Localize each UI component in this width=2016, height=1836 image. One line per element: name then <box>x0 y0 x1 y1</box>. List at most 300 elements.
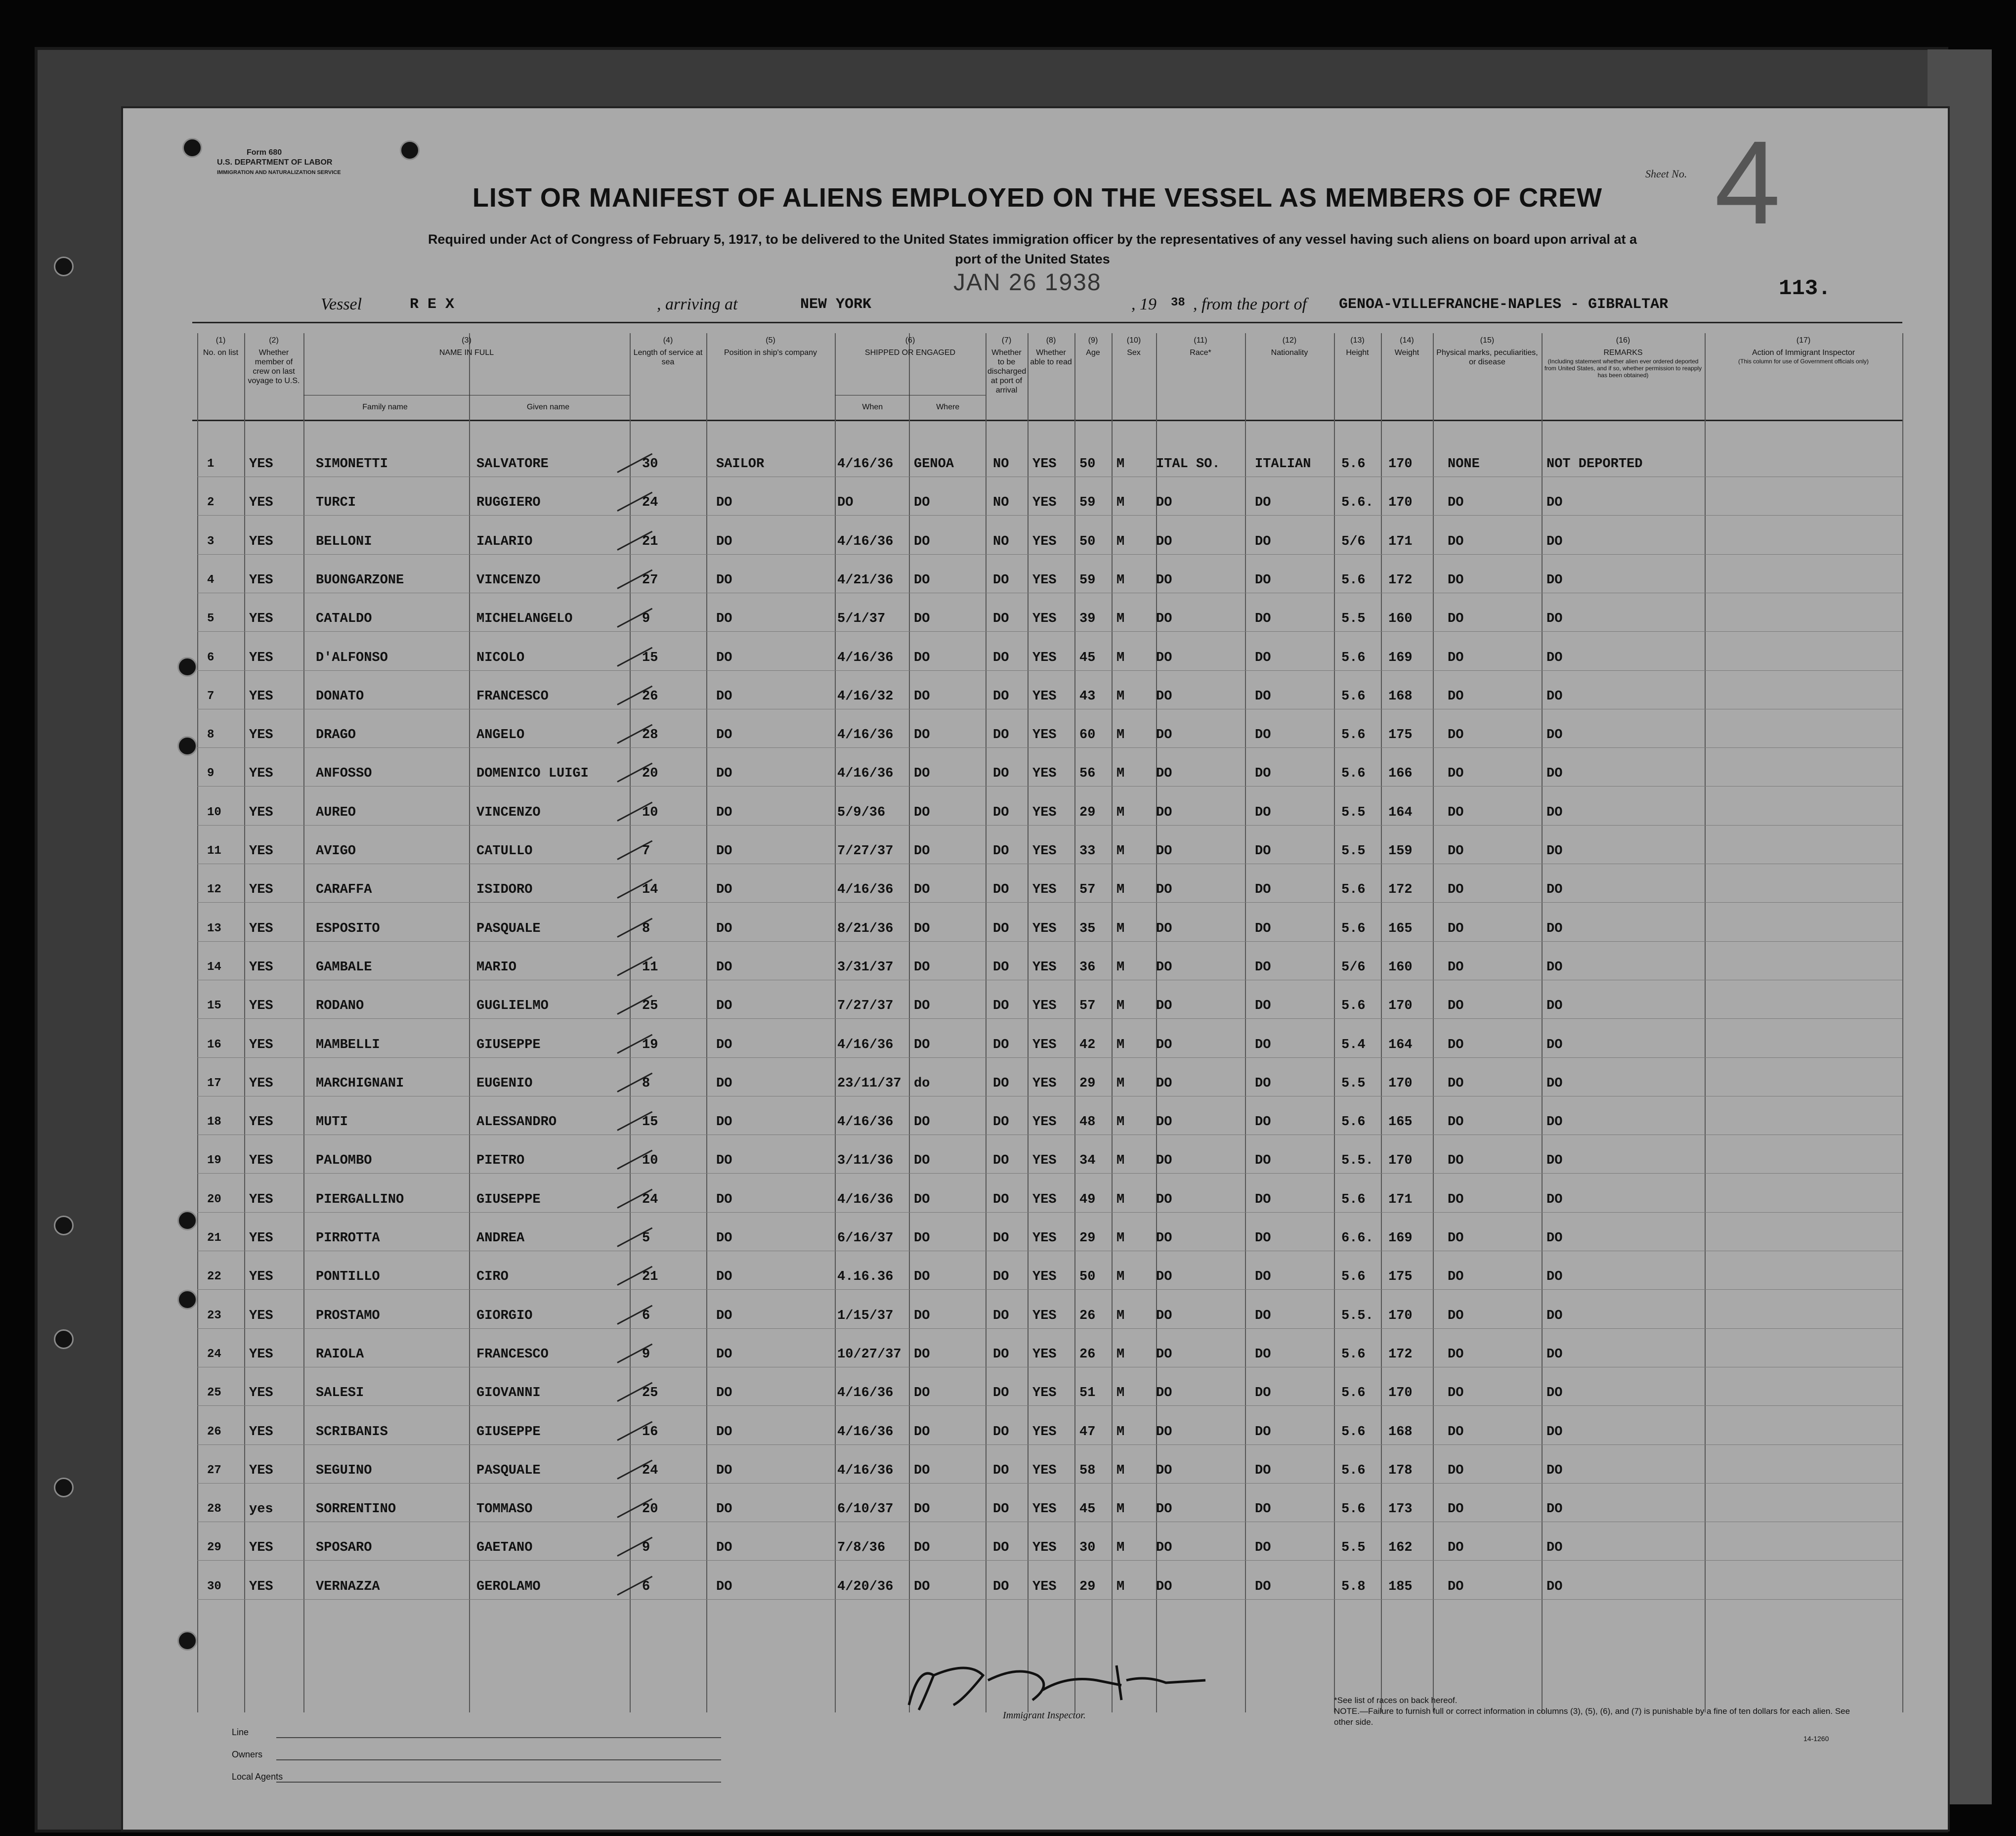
column-rule <box>303 333 304 1712</box>
owners-label: Owners <box>232 1749 263 1759</box>
remarks: DO <box>1546 1037 1563 1052</box>
sex: M <box>1116 1037 1125 1052</box>
position: DO <box>716 844 732 859</box>
shipped-where: DO <box>914 728 930 743</box>
age: 26 <box>1079 1347 1096 1362</box>
weight: 171 <box>1388 1192 1413 1207</box>
shipped-when: 3/31/37 <box>837 960 894 975</box>
age: 50 <box>1079 534 1096 549</box>
age: 26 <box>1079 1308 1096 1323</box>
table-row-rule <box>197 1599 1902 1600</box>
sex: M <box>1116 1192 1125 1207</box>
punch-hole <box>177 736 197 756</box>
shipped-when: 4/16/36 <box>837 1192 894 1207</box>
height: 5.6. <box>1341 495 1373 511</box>
service-name: IMMIGRATION AND NATURALIZATION SERVICE <box>217 170 341 175</box>
race: DO <box>1156 1308 1172 1323</box>
remarks: DO <box>1546 882 1563 898</box>
weight: 164 <box>1388 1037 1413 1052</box>
sex: M <box>1116 1540 1125 1556</box>
service-length: 15 <box>642 1115 658 1130</box>
position: DO <box>716 1386 732 1401</box>
nationality: DO <box>1255 612 1271 627</box>
row-number: 15 <box>207 999 221 1013</box>
race: DO <box>1156 1347 1172 1362</box>
given-name: GIUSEPPE <box>476 1424 541 1440</box>
nationality: DO <box>1255 1231 1271 1246</box>
service-length: 7 <box>642 844 650 859</box>
last-voyage: YES <box>249 612 273 627</box>
table-row-rule <box>197 1328 1902 1329</box>
given-name: GIOVANNI <box>476 1386 541 1401</box>
last-voyage: YES <box>249 495 273 511</box>
row-number: 24 <box>207 1347 221 1361</box>
local-agents-label: Local Agents <box>232 1772 283 1782</box>
physical-marks: DO <box>1448 1579 1464 1594</box>
height: 5.6 <box>1341 882 1366 898</box>
family-name: AVIGO <box>316 844 356 859</box>
race: DO <box>1156 1424 1172 1440</box>
position: DO <box>716 1231 732 1246</box>
remarks: NOT DEPORTED <box>1546 457 1643 472</box>
port-label: , from the port of <box>1193 295 1307 313</box>
remarks: DO <box>1546 495 1563 511</box>
discharged: DO <box>993 1463 1009 1478</box>
given-name: CIRO <box>476 1269 509 1285</box>
race: DO <box>1156 766 1172 782</box>
position: DO <box>716 1153 732 1169</box>
sex: M <box>1116 1269 1125 1285</box>
last-voyage: yes <box>249 1502 273 1517</box>
remarks: DO <box>1546 612 1563 627</box>
row-number: 9 <box>207 767 214 781</box>
shipped-where: DO <box>914 534 930 549</box>
nationality: DO <box>1255 1579 1271 1594</box>
height: 5.5 <box>1341 844 1366 859</box>
remarks: DO <box>1546 1424 1563 1440</box>
column-header-note: (This column for use of Government officials only) <box>1738 358 1869 365</box>
weight: 169 <box>1388 650 1413 665</box>
given-name: IALARIO <box>476 534 533 549</box>
shipped-where: DO <box>914 689 930 704</box>
column-header: Whether to be discharged at port of arrival <box>987 349 1027 394</box>
remarks: DO <box>1546 1115 1563 1130</box>
family-name: DONATO <box>316 689 364 704</box>
physical-marks: DO <box>1448 921 1464 936</box>
height: 5.6 <box>1341 1347 1366 1362</box>
given-name: PASQUALE <box>476 1463 541 1478</box>
service-length: 8 <box>642 921 650 936</box>
age: 45 <box>1079 1502 1096 1517</box>
race: DO <box>1156 844 1172 859</box>
nationality: DO <box>1255 921 1271 936</box>
column-rule <box>909 333 910 1712</box>
last-voyage: YES <box>249 1115 273 1130</box>
able-to-read: YES <box>1032 844 1057 859</box>
table-row-rule <box>197 1018 1902 1019</box>
weight: 175 <box>1388 1269 1413 1285</box>
row-number: 13 <box>207 921 221 935</box>
position: DO <box>716 689 732 704</box>
age: 58 <box>1079 1463 1096 1478</box>
form-identifier <box>217 148 341 177</box>
column-number: (15) <box>1480 336 1495 345</box>
able-to-read: YES <box>1032 1153 1057 1169</box>
race: DO <box>1156 1192 1172 1207</box>
height: 5.5 <box>1341 1540 1366 1556</box>
table-row-rule <box>197 747 1902 748</box>
year-label: , 19 <box>1131 295 1157 313</box>
last-voyage: YES <box>249 766 273 782</box>
given-name: ISIDORO <box>476 882 533 898</box>
race: ITAL SO. <box>1156 457 1220 472</box>
discharged: DO <box>993 766 1009 782</box>
shipped-when: 4/16/36 <box>837 1463 894 1478</box>
family-name: GAMBALE <box>316 960 372 975</box>
able-to-read: YES <box>1032 534 1057 549</box>
punch-hole <box>177 1290 197 1310</box>
discharged: DO <box>993 921 1009 936</box>
discharged: DO <box>993 1269 1009 1285</box>
height: 5.6 <box>1341 1192 1366 1207</box>
age: 43 <box>1079 689 1096 704</box>
age: 45 <box>1079 650 1096 665</box>
column-rule <box>1381 333 1382 1712</box>
last-voyage: YES <box>249 921 273 936</box>
shipped-when: 4/21/36 <box>837 572 894 588</box>
nationality: DO <box>1255 1463 1271 1478</box>
column-rule <box>244 333 245 1712</box>
remarks: DO <box>1546 1463 1563 1478</box>
able-to-read: YES <box>1032 689 1057 704</box>
remarks: DO <box>1546 999 1563 1014</box>
shipped-when: 4/16/36 <box>837 882 894 898</box>
table-row-rule <box>197 554 1902 555</box>
sex: M <box>1116 1231 1125 1246</box>
age: 29 <box>1079 805 1096 820</box>
shipped-where: do <box>914 1076 930 1091</box>
able-to-read: YES <box>1032 1269 1057 1285</box>
weight: 170 <box>1388 1153 1413 1169</box>
able-to-read: YES <box>1032 650 1057 665</box>
shipped-where: DO <box>914 572 930 588</box>
race: DO <box>1156 534 1172 549</box>
department-name: U.S. DEPARTMENT OF LABOR <box>217 158 333 167</box>
family-name: CARAFFA <box>316 882 372 898</box>
given-name: GAETANO <box>476 1540 533 1556</box>
discharged: DO <box>993 882 1009 898</box>
service-length: 26 <box>642 689 658 704</box>
table-row-rule <box>197 1405 1902 1406</box>
manifest-page <box>121 106 1950 1832</box>
column-number: (13) <box>1350 336 1365 345</box>
physical-marks: DO <box>1448 689 1464 704</box>
discharged: DO <box>993 1540 1009 1556</box>
column-number: (6) <box>905 336 915 345</box>
family-name: BUONGARZONE <box>316 572 404 588</box>
vessel-label: Vessel <box>321 295 362 313</box>
nationality: DO <box>1255 766 1271 782</box>
able-to-read: YES <box>1032 495 1057 511</box>
nationality: DO <box>1255 1037 1271 1052</box>
able-to-read: YES <box>1032 1540 1057 1556</box>
row-number: 21 <box>207 1231 221 1245</box>
race: DO <box>1156 1502 1172 1517</box>
age: 30 <box>1079 1540 1096 1556</box>
height: 5.6 <box>1341 1269 1366 1285</box>
column-rule <box>1245 333 1246 1712</box>
height: 5.6 <box>1341 1424 1366 1440</box>
age: 49 <box>1079 1192 1096 1207</box>
column-header-note: (Including statement whether alien ever ordered deported from United States, and if so, whether permission to reapply has been obtained) <box>1544 358 1702 379</box>
nationality: DO <box>1255 1076 1271 1091</box>
table-row-rule <box>197 1289 1902 1290</box>
height: 5.5 <box>1341 805 1366 820</box>
position: DO <box>716 1308 732 1323</box>
table-row-rule <box>197 941 1902 942</box>
race: DO <box>1156 650 1172 665</box>
family-name: CATALDO <box>316 612 372 627</box>
position: DO <box>716 1463 732 1478</box>
column-header: Whether member of crew on last voyage to U.S. <box>248 349 300 385</box>
nationality: DO <box>1255 650 1271 665</box>
row-number: 2 <box>207 496 214 510</box>
height: 5/6 <box>1341 960 1366 975</box>
row-number: 22 <box>207 1270 221 1284</box>
weight: 170 <box>1388 999 1413 1014</box>
weight: 173 <box>1388 1502 1413 1517</box>
punch-hole <box>400 140 420 160</box>
position: DO <box>716 921 732 936</box>
remarks: DO <box>1546 921 1563 936</box>
footer-notes <box>1334 1695 1853 1728</box>
column-number: (5) <box>766 336 775 345</box>
family-name: ANFOSSO <box>316 766 372 782</box>
row-number: 10 <box>207 805 221 819</box>
nationality: DO <box>1255 1115 1271 1130</box>
arriving-label: , arriving at <box>657 295 738 313</box>
inspector-signature <box>889 1646 1235 1720</box>
given-name: NICOLO <box>476 650 525 665</box>
shipped-where: DO <box>914 1463 930 1478</box>
nationality: DO <box>1255 960 1271 975</box>
punch-hole <box>54 1329 74 1349</box>
last-voyage: YES <box>249 960 273 975</box>
column-subheader: Where <box>936 403 960 411</box>
physical-marks: DO <box>1448 999 1464 1014</box>
height: 5.6 <box>1341 766 1366 782</box>
service-length: 24 <box>642 495 658 511</box>
shipped-where: DO <box>914 1347 930 1362</box>
shipped-when: DO <box>837 495 854 511</box>
age: 29 <box>1079 1579 1096 1594</box>
service-length: 20 <box>642 1502 658 1517</box>
physical-marks: DO <box>1448 1153 1464 1169</box>
header-bottom-rule <box>192 420 1902 421</box>
last-voyage: YES <box>249 999 273 1014</box>
sex: M <box>1116 999 1125 1014</box>
column-header: Age <box>1086 349 1100 357</box>
shipped-where: DO <box>914 1579 930 1594</box>
nationality: DO <box>1255 844 1271 859</box>
able-to-read: YES <box>1032 457 1057 472</box>
family-name: SALESI <box>316 1386 364 1401</box>
sex: M <box>1116 1076 1125 1091</box>
shipped-when: 5/9/36 <box>837 805 886 820</box>
physical-marks: DO <box>1448 650 1464 665</box>
last-voyage: YES <box>249 1386 273 1401</box>
service-length: 11 <box>642 960 658 975</box>
sex: M <box>1116 1153 1125 1169</box>
given-name: MICHELANGELO <box>476 612 573 627</box>
remarks: DO <box>1546 1579 1563 1594</box>
discharged: DO <box>993 612 1009 627</box>
family-name: BELLONI <box>316 534 372 549</box>
column-header: No. on list <box>203 349 239 357</box>
physical-marks: DO <box>1448 612 1464 627</box>
position: DO <box>716 534 732 549</box>
last-voyage: YES <box>249 650 273 665</box>
sex: M <box>1116 844 1125 859</box>
discharged: DO <box>993 728 1009 743</box>
age: 39 <box>1079 612 1096 627</box>
shipped-where: DO <box>914 495 930 511</box>
given-name: PASQUALE <box>476 921 541 936</box>
header-top-rule <box>192 322 1902 323</box>
nationality: DO <box>1255 572 1271 588</box>
service-length: 30 <box>642 457 658 472</box>
weight: 166 <box>1388 766 1413 782</box>
column-number: (8) <box>1046 336 1056 345</box>
weight: 172 <box>1388 882 1413 898</box>
nationality: DO <box>1255 1424 1271 1440</box>
race: DO <box>1156 960 1172 975</box>
shipped-when: 1/15/37 <box>837 1308 894 1323</box>
column-number: (3) <box>462 336 472 345</box>
last-voyage: YES <box>249 1231 273 1246</box>
physical-marks: DO <box>1448 572 1464 588</box>
shipped-when: 6/16/37 <box>837 1231 894 1246</box>
discharged: DO <box>993 844 1009 859</box>
punch-hole <box>54 257 74 276</box>
race: DO <box>1156 1037 1172 1052</box>
column-subheader: Given name <box>526 403 570 411</box>
given-name: FRANCESCO <box>476 689 549 704</box>
height: 5.5. <box>1341 1153 1373 1169</box>
position: DO <box>716 766 732 782</box>
able-to-read: YES <box>1032 1231 1057 1246</box>
row-number: 6 <box>207 651 214 664</box>
owners-blank <box>276 1759 721 1760</box>
row-number: 11 <box>207 844 221 858</box>
shipped-when: 3/11/36 <box>837 1153 894 1169</box>
physical-marks: DO <box>1448 1231 1464 1246</box>
row-number: 29 <box>207 1541 221 1555</box>
row-number: 30 <box>207 1579 221 1593</box>
table-row-rule <box>197 631 1902 632</box>
sex: M <box>1116 1308 1125 1323</box>
physical-marks: DO <box>1448 1424 1464 1440</box>
discharged: DO <box>993 1424 1009 1440</box>
discharged: DO <box>993 1231 1009 1246</box>
position: DO <box>716 882 732 898</box>
service-length: 15 <box>642 650 658 665</box>
sex: M <box>1116 457 1125 472</box>
shipped-where: DO <box>914 960 930 975</box>
weight: 170 <box>1388 495 1413 511</box>
discharged: DO <box>993 1153 1009 1169</box>
last-voyage: YES <box>249 1308 273 1323</box>
shipped-when: 10/27/37 <box>837 1347 901 1362</box>
table-row-rule <box>197 1173 1902 1174</box>
remarks: DO <box>1546 1076 1563 1091</box>
row-number: 23 <box>207 1309 221 1322</box>
family-name: PROSTAMO <box>316 1308 380 1323</box>
column-number: (11) <box>1194 336 1207 345</box>
shipped-where: DO <box>914 1269 930 1285</box>
column-rule <box>1074 333 1075 1712</box>
arrival-port: NEW YORK <box>800 296 872 313</box>
remarks: DO <box>1546 1308 1563 1323</box>
form-number: Form 680 <box>247 148 282 157</box>
sex: M <box>1116 1579 1125 1594</box>
race: DO <box>1156 921 1172 936</box>
race: DO <box>1156 572 1172 588</box>
table-row-rule <box>197 902 1902 903</box>
table-row-rule <box>197 786 1902 787</box>
last-voyage: YES <box>249 457 273 472</box>
given-name: GIORGIO <box>476 1308 533 1323</box>
position: DO <box>716 650 732 665</box>
physical-marks: DO <box>1448 1269 1464 1285</box>
position: DO <box>716 495 732 511</box>
age: 29 <box>1079 1231 1096 1246</box>
position: DO <box>716 999 732 1014</box>
row-number: 27 <box>207 1463 221 1477</box>
able-to-read: YES <box>1032 1579 1057 1594</box>
row-number: 25 <box>207 1386 221 1400</box>
shipped-where: DO <box>914 766 930 782</box>
family-name: MARCHIGNANI <box>316 1076 404 1091</box>
nationality: DO <box>1255 689 1271 704</box>
family-name: PALOMBO <box>316 1153 372 1169</box>
column-number: (14) <box>1400 336 1414 345</box>
physical-marks: DO <box>1448 960 1464 975</box>
age: 35 <box>1079 921 1096 936</box>
able-to-read: YES <box>1032 1037 1057 1052</box>
physical-marks: DO <box>1448 805 1464 820</box>
weight: 172 <box>1388 1347 1413 1362</box>
shipped-when: 4.16.36 <box>837 1269 894 1285</box>
remarks: DO <box>1546 572 1563 588</box>
service-length: 14 <box>642 882 658 898</box>
sex: M <box>1116 805 1125 820</box>
weight: 165 <box>1388 1115 1413 1130</box>
column-header: REMARKS <box>1603 349 1643 357</box>
sex: M <box>1116 728 1125 743</box>
able-to-read: YES <box>1032 805 1057 820</box>
shipped-when: 4/20/36 <box>837 1579 894 1594</box>
remarks: DO <box>1546 1269 1563 1285</box>
age: 57 <box>1079 882 1096 898</box>
family-name: RODANO <box>316 999 364 1014</box>
able-to-read: YES <box>1032 1502 1057 1517</box>
sex: M <box>1116 960 1125 975</box>
position: DO <box>716 960 732 975</box>
shipped-where: GENOA <box>914 457 954 472</box>
able-to-read: YES <box>1032 921 1057 936</box>
column-header: Nationality <box>1271 349 1308 357</box>
